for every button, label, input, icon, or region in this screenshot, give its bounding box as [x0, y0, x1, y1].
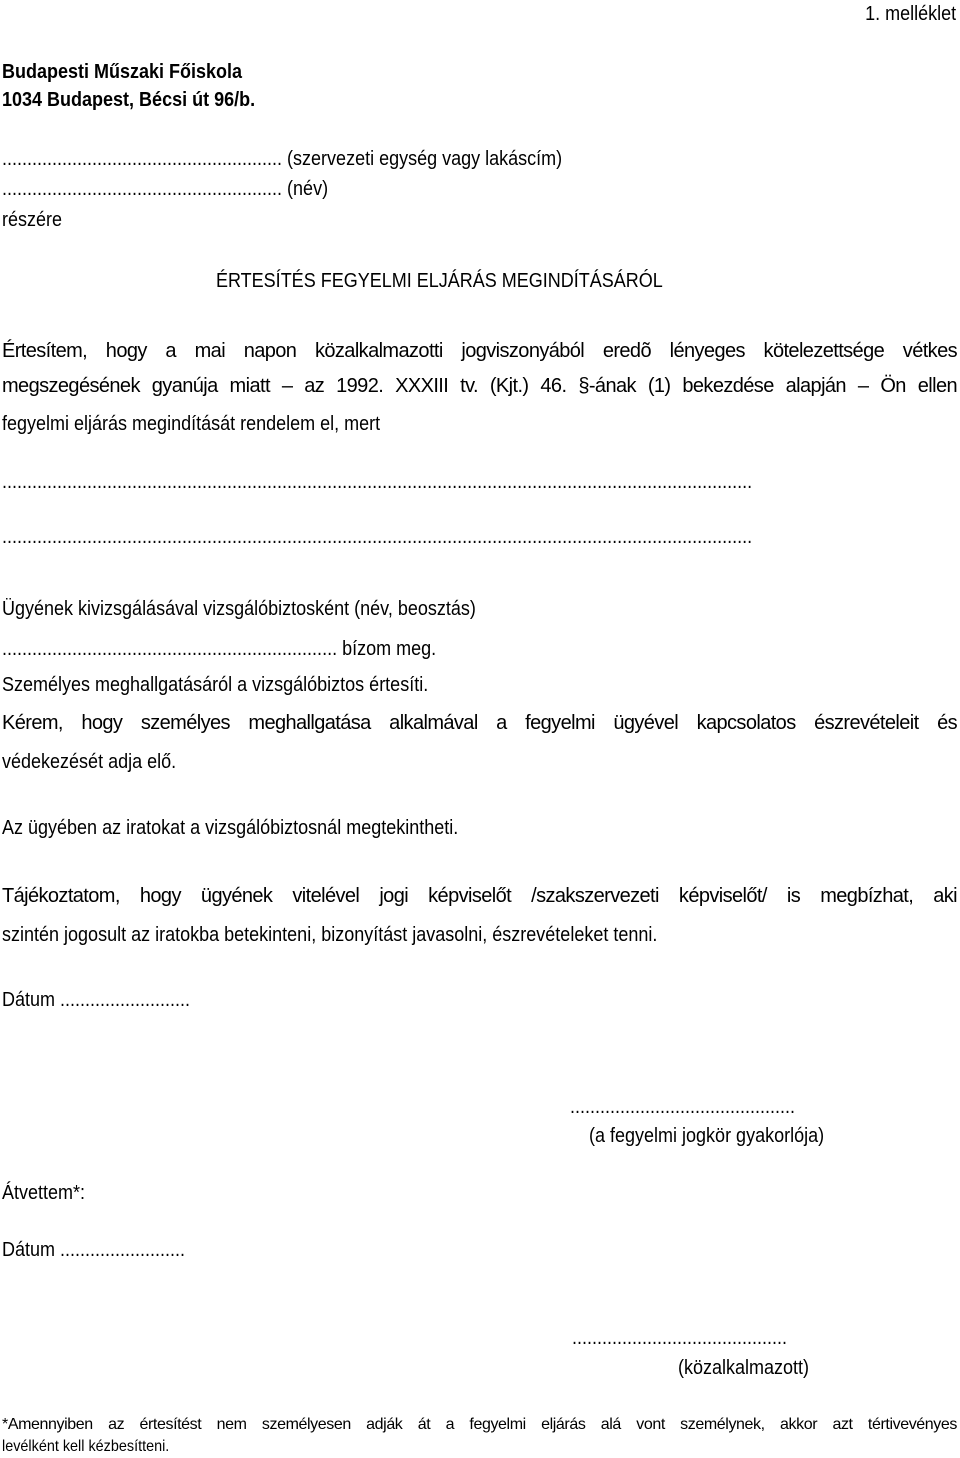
paragraph-notice-line-1: Értesítem, hogy a mai napon közalkalmazotti jogviszonyából eredõ lényeges kötelezettsége vétkes [2, 340, 957, 362]
reason-dotted-line-1: ...................................................................................................................................................... [2, 471, 753, 493]
investigator-line-2: ................................................................... bízom meg. [2, 638, 437, 660]
investigator-line-1: Ügyének kivizsgálásával vizsgálóbiztosként (név, beosztás) [2, 598, 476, 620]
reason-dotted-line-2: ...................................................................................................................................................... [2, 526, 753, 548]
hearing-line-1: Kérem, hogy személyes meghallgatása alkalmával a fegyelmi ügyével kapcsolatos észrevételeit és [2, 712, 957, 734]
documents-sentence: Az ügyében az iratokat a vizsgálóbiztosnál megtekintheti. [2, 817, 459, 839]
signature-label-1: (a fegyelmi jogkör gyakorlója) [589, 1125, 825, 1147]
hearing-line-2: védekezését adja elő. [2, 751, 177, 773]
signature-dots-1: ............................................. [570, 1096, 796, 1118]
sender-name: Budapesti Műszaki Főiskola [2, 61, 243, 83]
representative-line-1: Tájékoztatom, hogy ügyének vitelével jogi képviselőt /szakszervezeti képviselőt/ is megbízhat, aki [2, 885, 957, 907]
sender-address: 1034 Budapest, Bécsi út 96/b. [2, 89, 256, 111]
date-field-2: Dátum ......................... [2, 1239, 186, 1261]
footnote-line-1: *Amennyiben az értesítést nem személyesen adják át a fegyelmi eljárás alá vont személynek, akkor azt tértivevényes [2, 1416, 957, 1433]
date-field-1: Dátum .......................... [2, 989, 191, 1011]
signature-label-2: (közalkalmazott) [678, 1357, 810, 1379]
recipient-name-line: ........................................................ (név) [2, 178, 329, 200]
investigator-line-3: Személyes meghallgatásáról a vizsgálóbiztos értesíti. [2, 674, 429, 696]
recipient-label: részére [2, 209, 63, 231]
paragraph-notice-line-3: fegyelmi eljárás megindítását rendelem el, mert [2, 413, 381, 435]
received-label: Átvettem*: [2, 1182, 86, 1204]
footnote-line-2: levélként kell kézbesítteni. [2, 1438, 170, 1455]
signature-dots-2: ........................................... [572, 1327, 788, 1349]
document-title: ÉRTESÍTÉS FEGYELMI ELJÁRÁS MEGINDÍTÁSÁRÓL [216, 270, 663, 292]
recipient-unit-line: ........................................................ (szervezeti egység vagy lakáscím) [2, 148, 563, 170]
annex-label: 1. melléklet [864, 3, 956, 25]
representative-line-2: szintén jogosult az iratokba betekinteni, bizonyítást javasolni, észrevételeket tenni. [2, 924, 658, 946]
paragraph-notice-line-2: megszegésének gyanúja miatt – az 1992. XXXIII tv. (Kjt.) 46. §-ának (1) bekezdése alapján – Ön ellen [2, 375, 957, 397]
